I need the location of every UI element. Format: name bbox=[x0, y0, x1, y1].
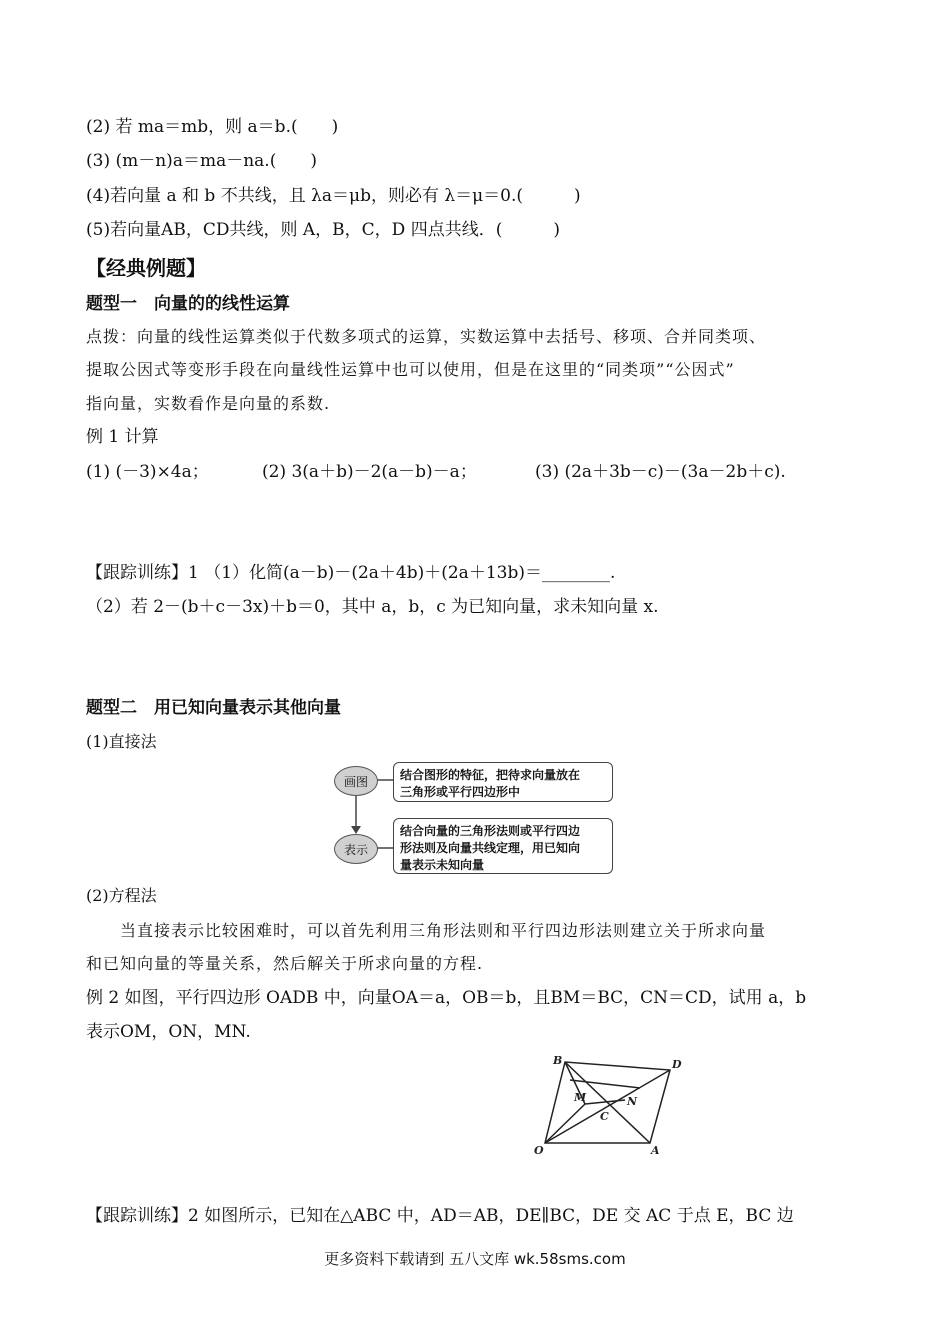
label-o: O bbox=[534, 1144, 544, 1157]
example1-part3: (3) (2a＋3b－c)－(3a－2b＋c). bbox=[535, 462, 786, 482]
flowchart-step1-label: 画图 bbox=[334, 766, 378, 796]
label-d: D bbox=[672, 1058, 682, 1071]
flowchart-step1-text-b: 三角形或平行四边形中 bbox=[400, 785, 521, 799]
method2-line2: 和已知向量的等量关系，然后解关于所求向量的方程. bbox=[86, 954, 484, 973]
method2-label: (2)方程法 bbox=[86, 886, 157, 905]
question-2: (2) 若 ma＝mb，则 a＝b.( ) bbox=[86, 117, 339, 137]
example1-part1: (1) (－3)×4a； bbox=[86, 462, 209, 482]
type2-title: 题型二 用已知向量表示其他向量 bbox=[86, 698, 341, 718]
label-c: C bbox=[600, 1110, 609, 1123]
flowchart-step2-box bbox=[393, 818, 613, 874]
tip-line-1: 点拨：向量的线性运算类似于代数多项式的运算，实数运算中去括号、移项、合并同类项、 bbox=[86, 327, 767, 346]
flowchart-step2-label: 表示 bbox=[334, 834, 378, 864]
question-5: (5)若向量AB，CD共线，则 A，B，C，D 四点共线．( ) bbox=[86, 220, 560, 240]
parallelogram-figure bbox=[520, 1050, 700, 1160]
segment-inner bbox=[570, 1080, 640, 1088]
track2-line1: 【跟踪训练】2 如图所示，已知在△ABC 中，AD＝AB，DE∥BC，DE 交 AC 于点 E，BC 边 bbox=[86, 1206, 794, 1226]
label-b: B bbox=[553, 1054, 563, 1067]
section-title: 【经典例题】 bbox=[86, 256, 206, 280]
method2-line1: 当直接表示比较困难时，可以首先利用三角形法则和平行四边形法则建立关于所求向量 bbox=[120, 921, 767, 940]
example1-part2: (2) 3(a＋b)－2(a－b)－a； bbox=[262, 462, 477, 482]
flowchart-step1-box bbox=[393, 762, 613, 802]
flowchart-step2-text-c: 量表示未知向量 bbox=[400, 858, 485, 872]
flowchart-step2-text-a: 结合向量的三角形法则或平行四边 bbox=[400, 824, 581, 838]
track1-line2: （2）若 2－(b＋c－3x)＋b＝0，其中 a，b，c 为已知向量，求未知向量 x. bbox=[86, 597, 659, 617]
footer-text: 更多资料下载请到 五八文库 wk.58sms.com bbox=[324, 1250, 626, 1268]
track1-line1: 【跟踪训练】1 （1）化简(a－b)－(2a＋4b)＋(2a＋13b)＝________. bbox=[86, 563, 616, 583]
tip-line-2: 提取公因式等变形手段在向量线性运算中也可以使用，但是在这里的“同类项”“公因式” bbox=[86, 360, 735, 379]
label-m: M bbox=[574, 1091, 587, 1104]
flowchart-step1-text-a: 结合图形的特征，把待求向量放在 bbox=[400, 768, 581, 782]
flowchart-step2-text-b: 形法则及向量共线定理，用已知向 bbox=[400, 841, 581, 855]
type1-title: 题型一 向量的的线性运算 bbox=[86, 294, 290, 314]
example1-title: 例 1 计算 bbox=[86, 427, 159, 447]
tip-line-3: 指向量，实数看作是向量的系数. bbox=[86, 394, 331, 413]
label-a: A bbox=[651, 1144, 660, 1157]
question-4: (4)若向量 a 和 b 不共线，且 λa＝μb，则必有 λ＝μ＝0.( ) bbox=[86, 186, 581, 206]
diagonal-od bbox=[545, 1070, 670, 1143]
label-n: N bbox=[627, 1095, 638, 1108]
example2-line2: 表示OM，ON，MN. bbox=[86, 1022, 251, 1042]
example2-line1: 例 2 如图，平行四边形 OADB 中，向量OA＝a，OB＝b，且BM＝BC，CN＝CD，试用 a，b bbox=[86, 988, 807, 1008]
question-3: (3) (m－n)a＝ma－na.( ) bbox=[86, 151, 317, 171]
method1-label: (1)直接法 bbox=[86, 732, 157, 751]
